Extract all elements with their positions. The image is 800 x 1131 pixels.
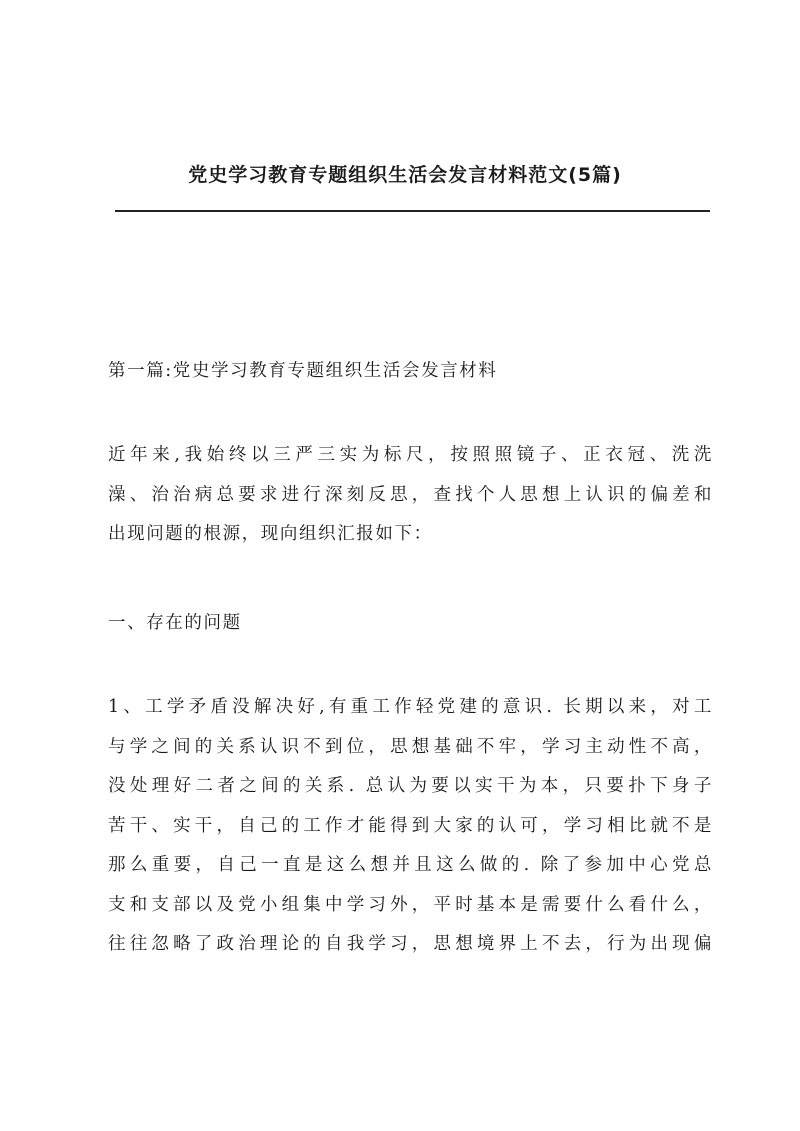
item1-line: 1、工学矛盾没解决好,有重工作轻党建的意识. 长期以来，对工 — [108, 697, 713, 717]
section-heading: 一、存在的问题 — [108, 613, 242, 633]
chapter-heading: 第一篇:党史学习教育专题组织生活会发言材料 — [108, 361, 498, 381]
intro-line: 澡、治治病总要求进行深刻反思，查找个人思想上认识的偏差和 — [108, 484, 713, 505]
intro-paragraph — [108, 436, 713, 555]
item1-paragraph — [108, 688, 713, 965]
document-title: 党史学习教育专题组织生活会发言材料范文(5篇) — [188, 164, 622, 186]
item1-line: 与学之间的关系认识不到位，思想基础不牢，学习主动性不高， — [108, 736, 713, 757]
item1-line: 没处理好二者之间的关系. 总认为要以实干为本，只要扑下身子 — [108, 776, 713, 796]
intro-line: 近年来,我始终以三严三实为标尺，按照照镜子、正衣冠、洗洗 — [108, 445, 713, 465]
title-underline — [115, 210, 710, 212]
item1-line: 往往忽略了政治理论的自我学习，思想境界上不去，行为出现偏 — [108, 934, 713, 954]
item1-line: 那么重要，自己一直是这么想并且这么做的. 除了参加中心党总 — [108, 855, 713, 875]
item1-line: 支和支部以及党小组集中学习外，平时基本是需要什么看什么， — [108, 894, 713, 915]
intro-line: 出现问题的根源，现向组织汇报如下： — [108, 524, 433, 544]
item1-line: 苦干、实干，自己的工作才能得到大家的认可，学习相比就不是 — [108, 815, 713, 836]
